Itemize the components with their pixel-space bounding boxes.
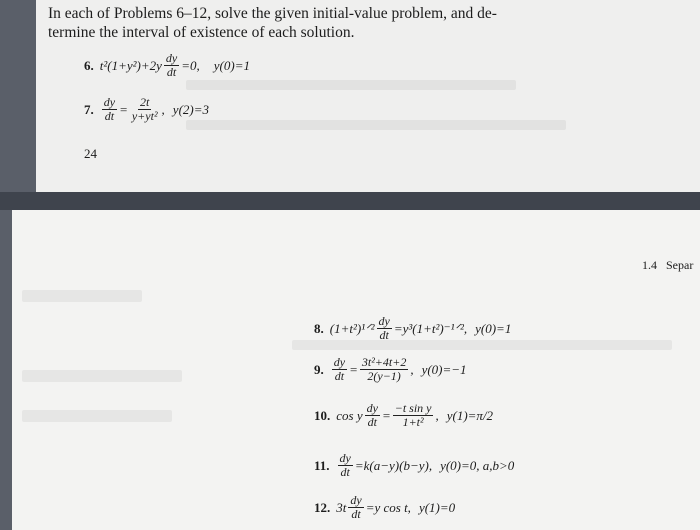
equation-lead: 3t bbox=[336, 499, 347, 515]
numerator: dy bbox=[378, 314, 390, 328]
initial-condition: y(1)=π/2 bbox=[446, 407, 494, 423]
problem-number: 8. bbox=[314, 320, 324, 336]
equation-lead: (1+t²)¹ᐟ² bbox=[329, 320, 375, 336]
denominator: dt bbox=[334, 369, 345, 383]
intro-line-1: In each of Problems 6–12, solve the given initial-value problem, and de- bbox=[48, 5, 497, 22]
rhs-fraction bbox=[393, 402, 434, 429]
equation-tail: , bbox=[161, 101, 165, 117]
problem-number: 7. bbox=[84, 101, 94, 117]
problem-10 bbox=[314, 402, 493, 429]
equals: = bbox=[119, 101, 128, 117]
denominator: dt bbox=[104, 109, 115, 123]
equation-lead: t²(1+y²)+2y bbox=[99, 57, 162, 73]
denominator: dt bbox=[367, 415, 377, 429]
initial-condition: y(2)=3 bbox=[172, 101, 209, 117]
section-header bbox=[642, 258, 693, 273]
denominator: dt bbox=[379, 328, 389, 342]
equals: = bbox=[381, 407, 391, 423]
problem-6 bbox=[84, 52, 250, 79]
numerator: dy bbox=[339, 451, 351, 465]
section-number: 1.4 bbox=[642, 258, 657, 272]
problem-number: 12. bbox=[314, 499, 331, 515]
denominator: 1+t² bbox=[402, 415, 424, 429]
problem-9 bbox=[314, 356, 467, 383]
derivative-fraction bbox=[338, 452, 353, 479]
initial-condition: y(0)=1 bbox=[475, 320, 512, 336]
problem-number: 6. bbox=[84, 57, 94, 73]
numerator: dy bbox=[366, 401, 378, 415]
derivative-fraction bbox=[348, 494, 363, 521]
derivative-fraction bbox=[377, 315, 392, 342]
bleed-through bbox=[22, 370, 182, 382]
denominator: y+yt² bbox=[131, 109, 158, 123]
problem-number: 11. bbox=[314, 457, 330, 473]
derivative-fraction bbox=[102, 96, 117, 123]
denominator: dt bbox=[166, 65, 177, 79]
problem-number: 9. bbox=[314, 361, 324, 377]
initial-condition: y(1)=0 bbox=[418, 499, 456, 515]
rhs-fraction bbox=[360, 356, 408, 383]
page-gap bbox=[0, 192, 700, 210]
numerator: dy bbox=[350, 493, 362, 507]
page-number: 24 bbox=[84, 146, 97, 161]
numerator: dy bbox=[103, 95, 116, 109]
equation-tail: , bbox=[410, 361, 414, 377]
bleed-through bbox=[22, 290, 142, 302]
bleed-through bbox=[22, 410, 172, 422]
problem-11 bbox=[314, 452, 514, 479]
initial-condition: y(0)=−1 bbox=[421, 361, 467, 377]
equation-tail: =0, bbox=[181, 57, 200, 73]
derivative-fraction bbox=[365, 402, 380, 429]
numerator: 2t bbox=[140, 95, 150, 109]
bleed-through bbox=[186, 120, 566, 130]
denominator: dt bbox=[340, 465, 350, 479]
equation-tail: =k(a−y)(b−y), bbox=[354, 457, 433, 473]
derivative-fraction bbox=[164, 52, 179, 79]
section-title: Separ bbox=[666, 258, 694, 272]
numerator: dy bbox=[165, 51, 178, 65]
numerator: 3t²+4t+2 bbox=[361, 355, 407, 369]
intro-line-2: termine the interval of existence of each solution. bbox=[48, 24, 355, 41]
problem-12 bbox=[314, 494, 455, 521]
initial-condition: y(0)=0, a,b>0 bbox=[440, 457, 515, 473]
problem-number: 10. bbox=[314, 407, 331, 423]
equals: = bbox=[349, 361, 358, 377]
equation-tail: , bbox=[435, 407, 439, 423]
denominator: dt bbox=[351, 507, 361, 521]
bleed-through bbox=[186, 80, 516, 90]
problem-8 bbox=[314, 315, 511, 342]
problem-7 bbox=[84, 96, 209, 123]
derivative-fraction bbox=[332, 356, 347, 383]
numerator: −t sin y bbox=[394, 401, 432, 415]
equation-tail: =y cos t, bbox=[365, 499, 411, 515]
rhs-fraction bbox=[130, 96, 160, 123]
numerator: dy bbox=[333, 355, 346, 369]
equation-lead: cos y bbox=[336, 407, 363, 423]
denominator: 2(y−1) bbox=[367, 369, 401, 383]
equation-tail: =y³(1+t²)⁻¹ᐟ², bbox=[393, 320, 468, 336]
initial-condition: y(0)=1 bbox=[213, 57, 250, 73]
